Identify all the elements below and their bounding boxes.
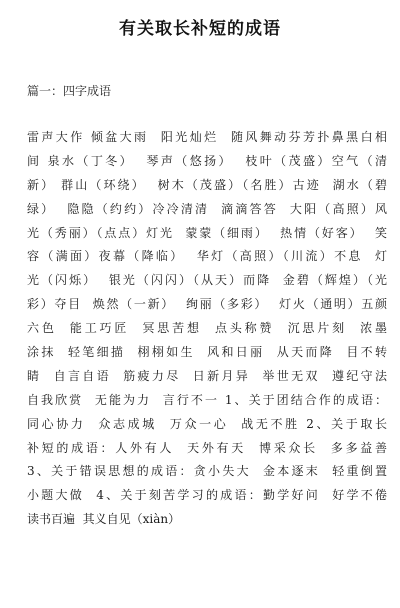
text-line: 六色 能工巧匠 冥思苦想 点头称赞 沉思片刻 浓墨	[27, 321, 387, 336]
text-line: 彩）夺目 焕然（一新） 绚丽（多彩） 灯火（通明）五颜	[27, 297, 387, 312]
text-line: 容（满面）夜幕（降临） 华灯（高照）（川流）不息 灯	[27, 249, 387, 264]
text-line: 同心协力 众志成城 万众一心 战无不胜 2、关于取长	[27, 416, 387, 431]
text-line: 光（秀丽）（点点）灯光 蒙蒙（细雨） 热情（好客） 笑	[27, 225, 387, 240]
text-line: 自我欣赏 无能为力 言行不一 1、关于团结合作的成语：	[27, 392, 387, 407]
text-line: 涂抹 轻笔细描 栩栩如生 风和日丽 从天而降 目不转	[27, 345, 387, 360]
section-heading: 篇一：四字成语	[27, 84, 112, 98]
text-line: 睛 自言自语 筋疲力尽 日新月异 举世无双 遵纪守法	[27, 368, 387, 383]
document-title: 有关取长补短的成语	[119, 19, 281, 39]
text-line: 补短的成语：人外有人 天外有天 博采众长 多多益善	[27, 440, 387, 455]
text-line: 间 泉水（丁冬） 琴声（悠扬） 枝叶（茂盛）空气（清	[27, 153, 387, 168]
text-line: 3、关于错误思想的成语：贪小失大 金本逐末 轻重倒置	[27, 464, 387, 479]
text-line: 雷声大作 倾盆大雨 阳光灿烂 随风舞动芬芳扑鼻黑白相	[27, 130, 387, 144]
text-line: 新） 群山（环绕） 树木（茂盛）（名胜）古迹 湖水（碧	[27, 177, 387, 192]
idiom-paragraph	[27, 126, 387, 532]
text-line: 小题大做 4、关于刻苦学习的成语：勤学好问 好学不倦	[27, 488, 387, 503]
text-line: 光（闪烁） 银光（闪闪）（从天）而降 金碧（辉煌）（光	[27, 273, 387, 288]
text-line: 读书百遍 其义自见（xiàn）	[27, 512, 181, 527]
text-line: 绿） 隐隐（约约）冷冷清清 滴滴答答 大阳（高照）风	[27, 201, 387, 216]
